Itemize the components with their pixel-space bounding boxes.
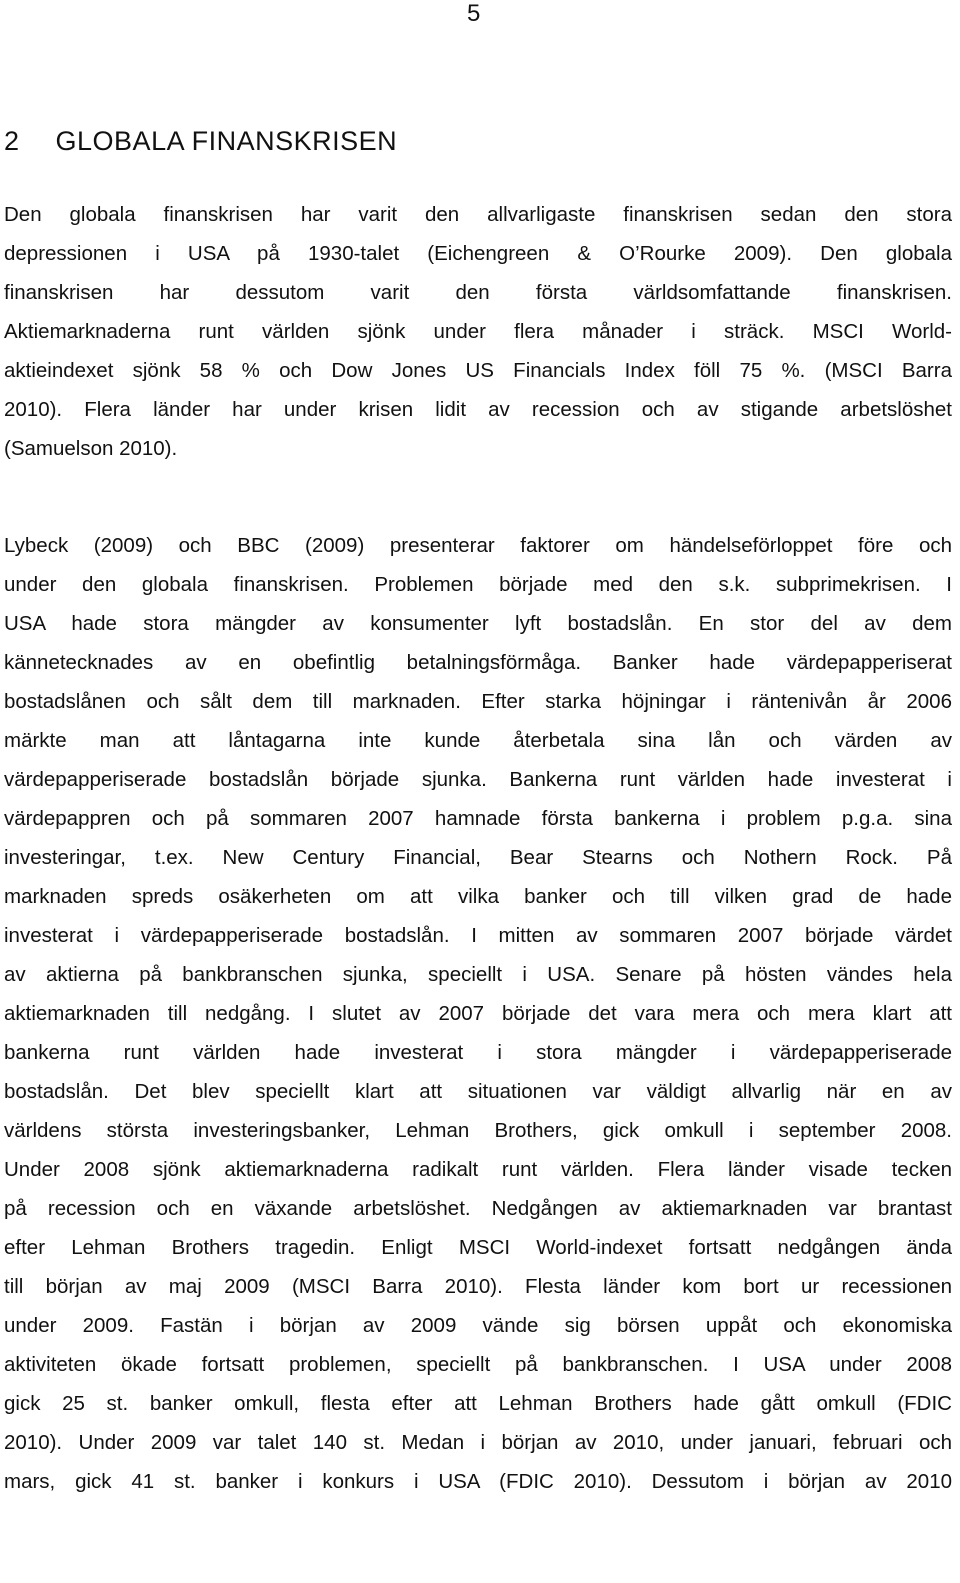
paragraph-line: 2010). Flera länder har under krisen lidit av recession och av stigande arbetslöshet (4, 398, 952, 421)
paragraph-events (4, 526, 952, 1501)
paragraph-line: mars, gick 41 st. banker i konkurs i USA (FDIC 2010). Dessutom i början av 2010 (4, 1470, 952, 1493)
paragraph-line: USA hade stora mängder av konsumenter lyft bostadslån. En stor del av dem (4, 612, 952, 635)
section-number: 2 (4, 126, 20, 156)
paragraph-line: bostadslån. Det blev speciellt klart att situationen var väldigt allvarlig när en av (4, 1080, 952, 1103)
paragraph-line: Lybeck (2009) och BBC (2009) presenterar faktorer om händelseförloppet före och (4, 534, 952, 557)
paragraph-line: under den globala finanskrisen. Problemen började med den s.k. subprimekrisen. I (4, 573, 952, 596)
paragraph-line: under 2009. Fastän i början av 2009 vände sig börsen uppåt och ekonomiska (4, 1314, 952, 1337)
paragraph-line: kännetecknades av en obefintlig betalningsförmåga. Banker hade värdepapperiserat (4, 651, 952, 674)
paragraph-line: investerat i värdepapperiserade bostadslån. I mitten av sommaren 2007 började värdet (4, 924, 952, 947)
paragraph-line: världens största investeringsbanker, Lehman Brothers, gick omkull i september 2008. (4, 1119, 952, 1142)
paragraph-line: depressionen i USA på 1930-talet (Eichengreen & O’Rourke 2009). Den globala (4, 242, 952, 265)
paragraph-line: Aktiemarknaderna runt världen sjönk under flera månader i sträck. MSCI World- (4, 320, 952, 343)
paragraph-line: gick 25 st. banker omkull, flesta efter att Lehman Brothers hade gått omkull (FDIC (4, 1392, 952, 1415)
paragraph-line: aktiemarknaden till nedgång. I slutet av 2007 började det vara mera och mera klart att (4, 1002, 952, 1025)
paragraph-line: marknaden spreds osäkerheten om att vilka banker och till vilken grad de hade (4, 885, 952, 908)
paragraph-line: Under 2008 sjönk aktiemarknaderna radikalt runt världen. Flera länder visade tecken (4, 1158, 952, 1181)
paragraph-line: 2010). Under 2009 var talet 140 st. Medan i början av 2010, under januari, februari och (4, 1431, 952, 1454)
paragraph-line: efter Lehman Brothers tragedin. Enligt MSCI World-indexet fortsatt nedgången ända (4, 1236, 952, 1259)
paragraph-line: bostadslånen och sålt dem till marknaden. Efter starka höjningar i räntenivån år 2006 (4, 690, 952, 713)
paragraph-line: märkte man att låntagarna inte kunde återbetala sina lån och värden av (4, 729, 952, 752)
paragraph-line: på recession och en växande arbetslöshet. Nedgången av aktiemarknaden var brantast (4, 1197, 952, 1220)
section-heading (4, 124, 397, 158)
paragraph-line: aktieindexet sjönk 58 % och Dow Jones US Financials Index föll 75 %. (MSCI Barra (4, 359, 952, 382)
paragraph-line: till början av maj 2009 (MSCI Barra 2010). Flesta länder kom bort ur recessionen (4, 1275, 952, 1298)
paragraph-line: aktiviteten ökade fortsatt problemen, speciellt på bankbranschen. I USA under 2008 (4, 1353, 952, 1376)
section-title: GLOBALA FINANSKRISEN (55, 126, 398, 156)
paragraph-line: bankerna runt världen hade investerat i stora mängder i värdepapperiserade (4, 1041, 952, 1064)
paragraph-intro (4, 195, 952, 468)
paragraph-line: investeringar, t.ex. New Century Financial, Bear Stearns och Nothern Rock. På (4, 846, 952, 869)
paragraph-line: finanskrisen har dessutom varit den första världsomfattande finanskrisen. (4, 281, 952, 304)
paragraph-line: värdepapperiserade bostadslån började sjunka. Bankerna runt världen hade investerat i (4, 768, 952, 791)
paragraph-line: värdepappren och på sommaren 2007 hamnade första bankerna i problem p.g.a. sina (4, 807, 952, 830)
paragraph-line: (Samuelson 2010). (4, 437, 178, 460)
paragraph-line: Den globala finanskrisen har varit den allvarligaste finanskrisen sedan den stora (4, 203, 952, 226)
page-number: 5 (467, 0, 481, 27)
paragraph-line: av aktierna på bankbranschen sjunka, speciellt i USA. Senare på hösten vändes hela (4, 963, 952, 986)
